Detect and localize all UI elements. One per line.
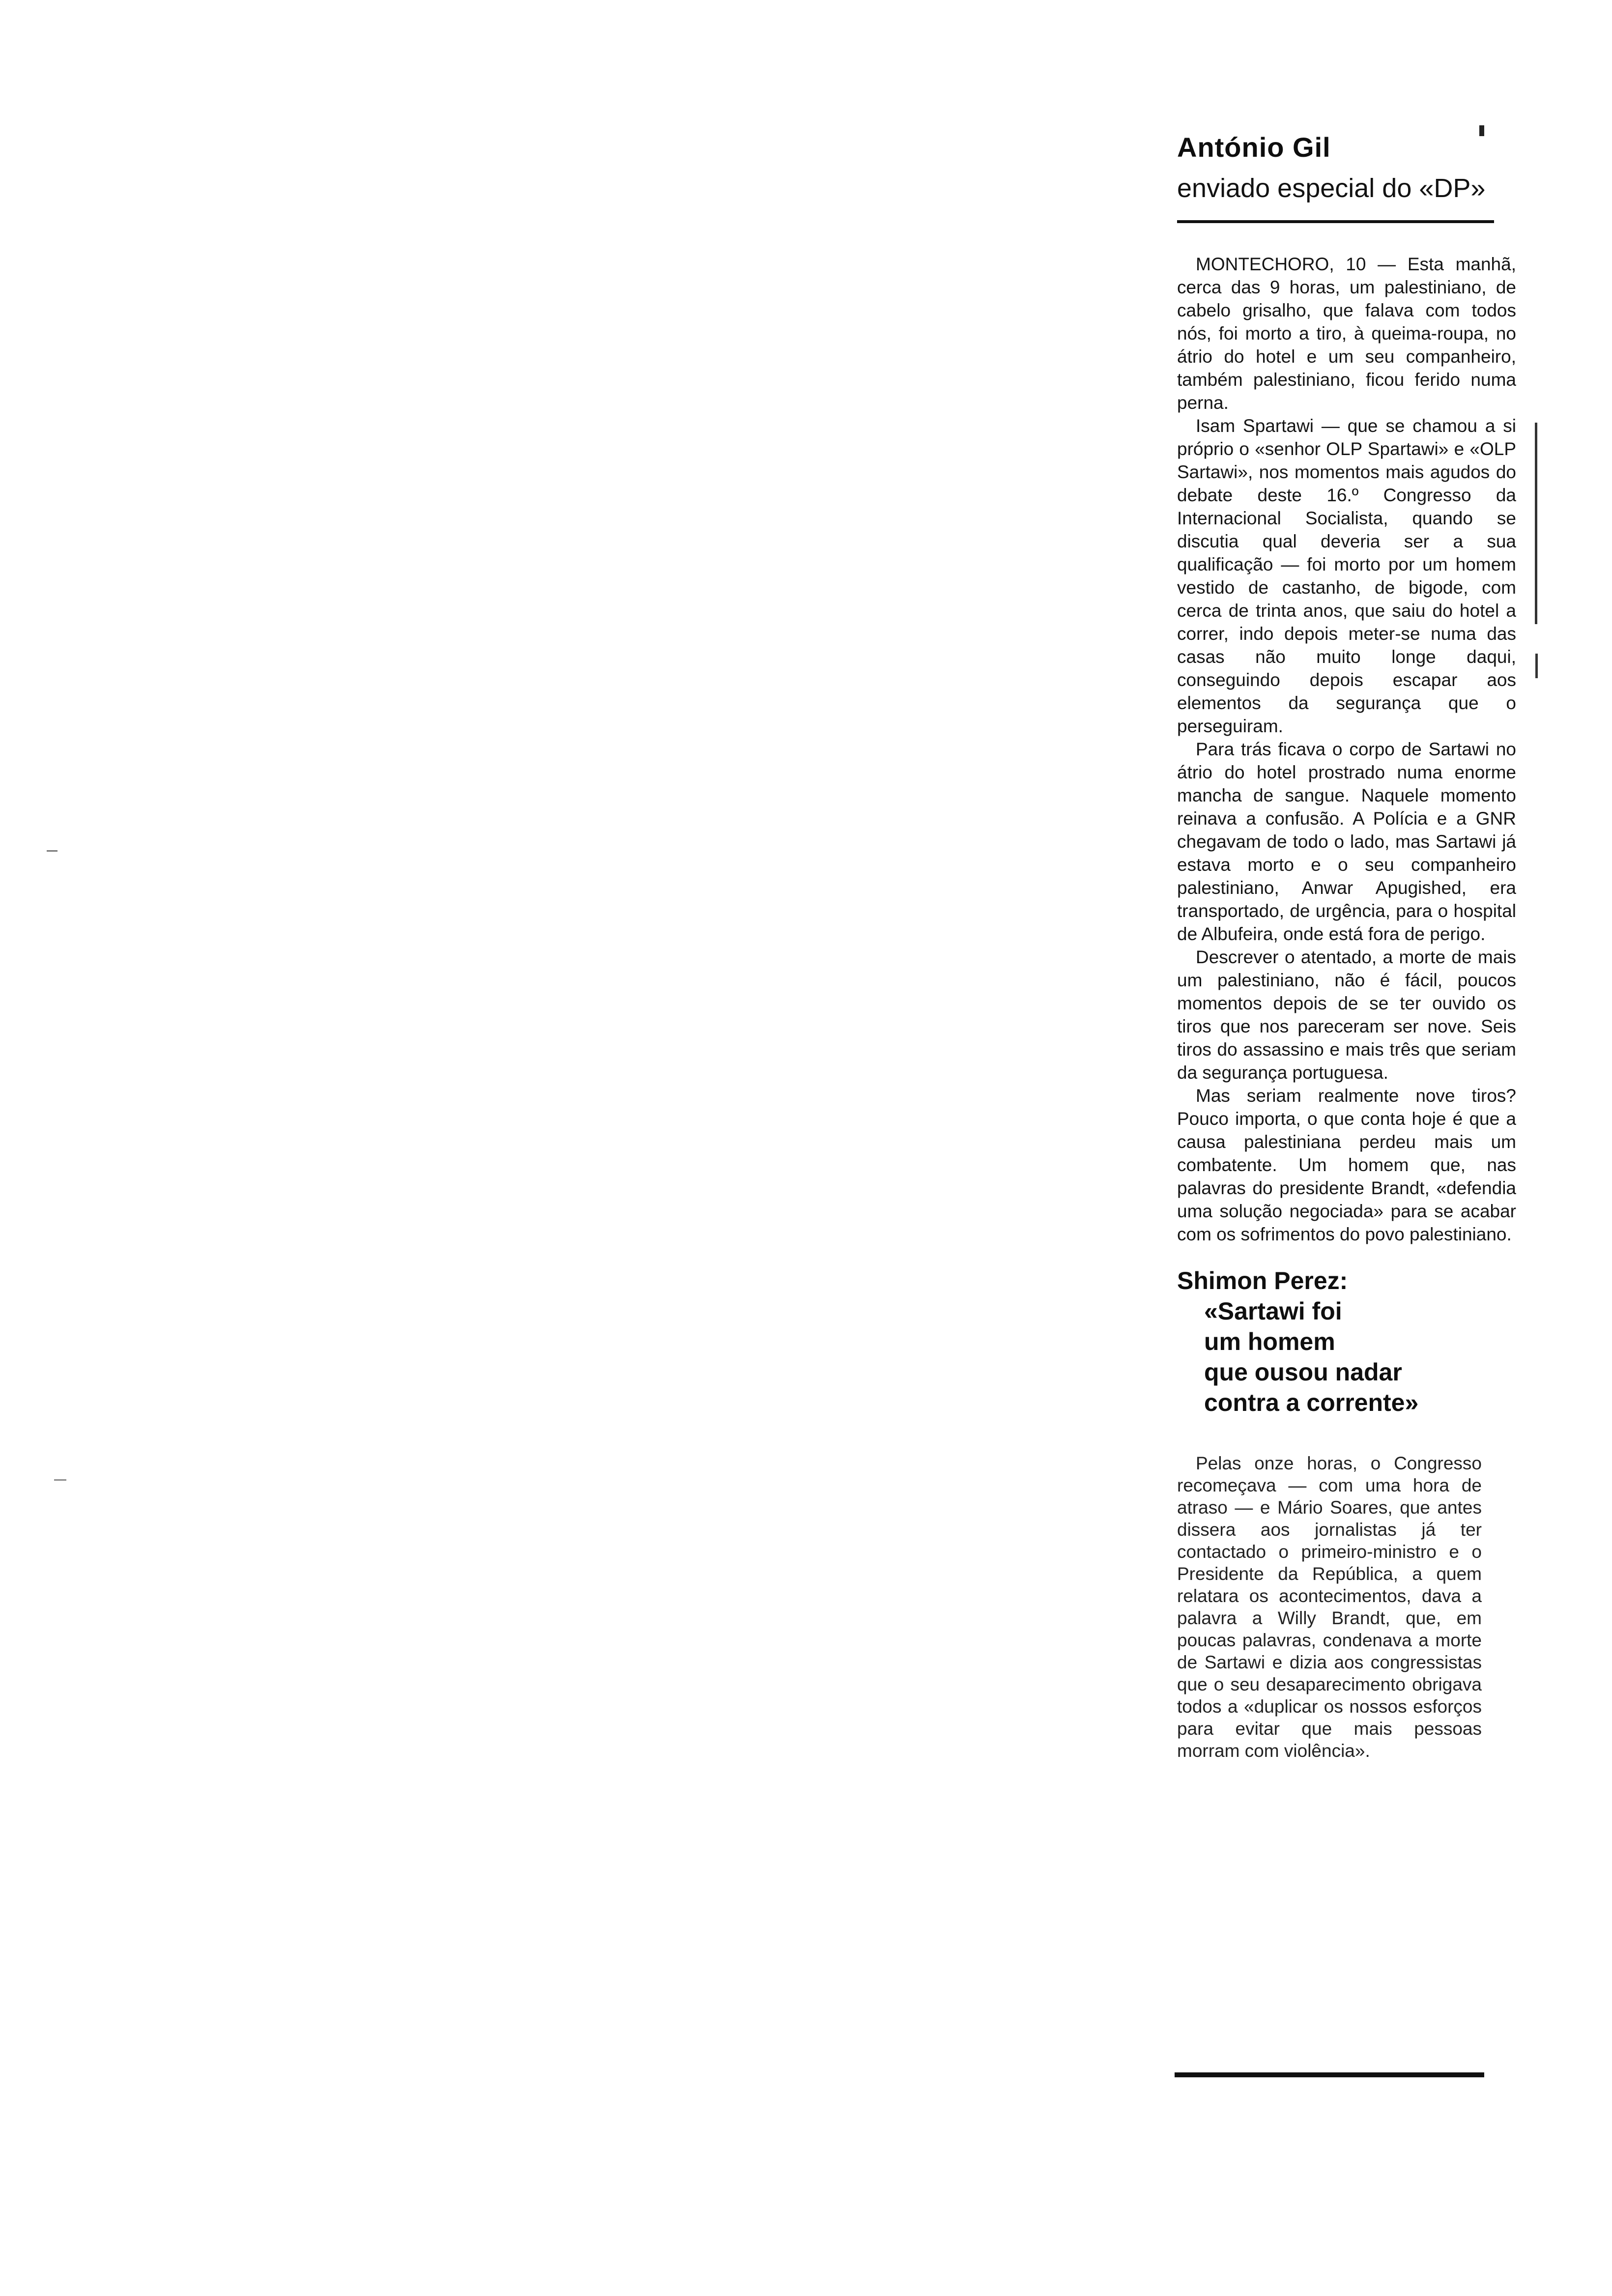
subheading-quote-line: que ousou nadar: [1204, 1358, 1402, 1386]
scan-margin-mark: [47, 850, 58, 852]
subheading: [1177, 1265, 1516, 1418]
paragraph: Mas seriam realmente nove tiros? Pouco importa, o que conta hoje é que a causa palestiniana perdeu mais um combatente. Um homem que, nas palavras do presidente Brandt, «defendia uma solução negociada» para se acabar com os sofrimentos do povo palestiniano.: [1177, 1086, 1516, 1244]
scan-margin-mark: [54, 1479, 66, 1481]
article-end-rule: [1175, 2072, 1484, 2077]
article-body-continued: [1177, 1452, 1482, 1762]
subheading-quote-line: contra a corrente»: [1204, 1389, 1419, 1416]
article-column: [1177, 128, 1516, 1762]
byline-divider: [1177, 220, 1494, 223]
subheading-quote-line: «Sartawi foi: [1204, 1297, 1342, 1325]
paragraph: MONTECHORO, 10 — Esta manhã, cerca das 9 horas, um palestiniano, de cabelo grisalho, que falava com todos nós, foi morto a tiro, à queima-roupa, no átrio do hotel e um seu companheiro, também palestiniano, ficou ferido numa perna.: [1177, 254, 1516, 413]
byline-author: António Gil: [1177, 132, 1331, 163]
scan-margin-mark: [1479, 125, 1484, 136]
paragraph: Isam Spartawi — que se chamou a si próprio o «senhor OLP Spartawi» e «OLP Sartawi», nos momentos mais agudos do debate deste 16.º Congresso da Internacional Socialista, quando se discutia qual deveria ser a sua qualificação — foi morto por um homem vestido de castanho, de bigode, com cerca de trinta anos, que saiu do hotel a correr, indo depois meter-se numa das casas não muito longe daqui, conseguindo depois escapar aos elementos da segurança que o perseguiram.: [1177, 416, 1516, 736]
paragraph: Para trás ficava o corpo de Sartawi no átrio do hotel prostrado numa enorme mancha de sangue. Naquele momento reinava a confusão. A Polícia e a GNR chegavam de todo o lado, mas Sartawi já estava morto e o seu companheiro palestiniano, Anwar Apugished, era transportado, de urgência, para o hospital de Albufeira, onde está fora de perigo.: [1177, 739, 1516, 944]
subheading-speaker: Shimon Perez:: [1177, 1267, 1348, 1294]
paragraph: Pelas onze horas, o Congresso recomeçava — com uma hora de atraso — e Mário Soares, que antes dissera aos jornalistas já ter contactado o primeiro-ministro e o Presidente da República, a quem relatara os acontecimentos, dava a palavra a Willy Brandt, que, em poucas palavras, condenava a morte de Sartawi e dizia aos congressistas que o seu desaparecimento obrigava todos a «duplicar os nossos esforços para evitar que mais pessoas morram com violência».: [1177, 1453, 1482, 1761]
scan-margin-mark: [1535, 423, 1537, 624]
paragraph: Descrever o atentado, a morte de mais um palestiniano, não é fácil, poucos momentos depois de se ter ouvido os tiros que nos pareceram ser nove. Seis tiros do assassino e mais três que seriam da segurança portuguesa.: [1177, 947, 1516, 1083]
subheading-quote-line: um homem: [1204, 1328, 1335, 1355]
scan-margin-mark: [1535, 654, 1538, 678]
byline-role: enviado especial do «DP»: [1177, 173, 1486, 203]
article-body: [1177, 253, 1516, 1246]
